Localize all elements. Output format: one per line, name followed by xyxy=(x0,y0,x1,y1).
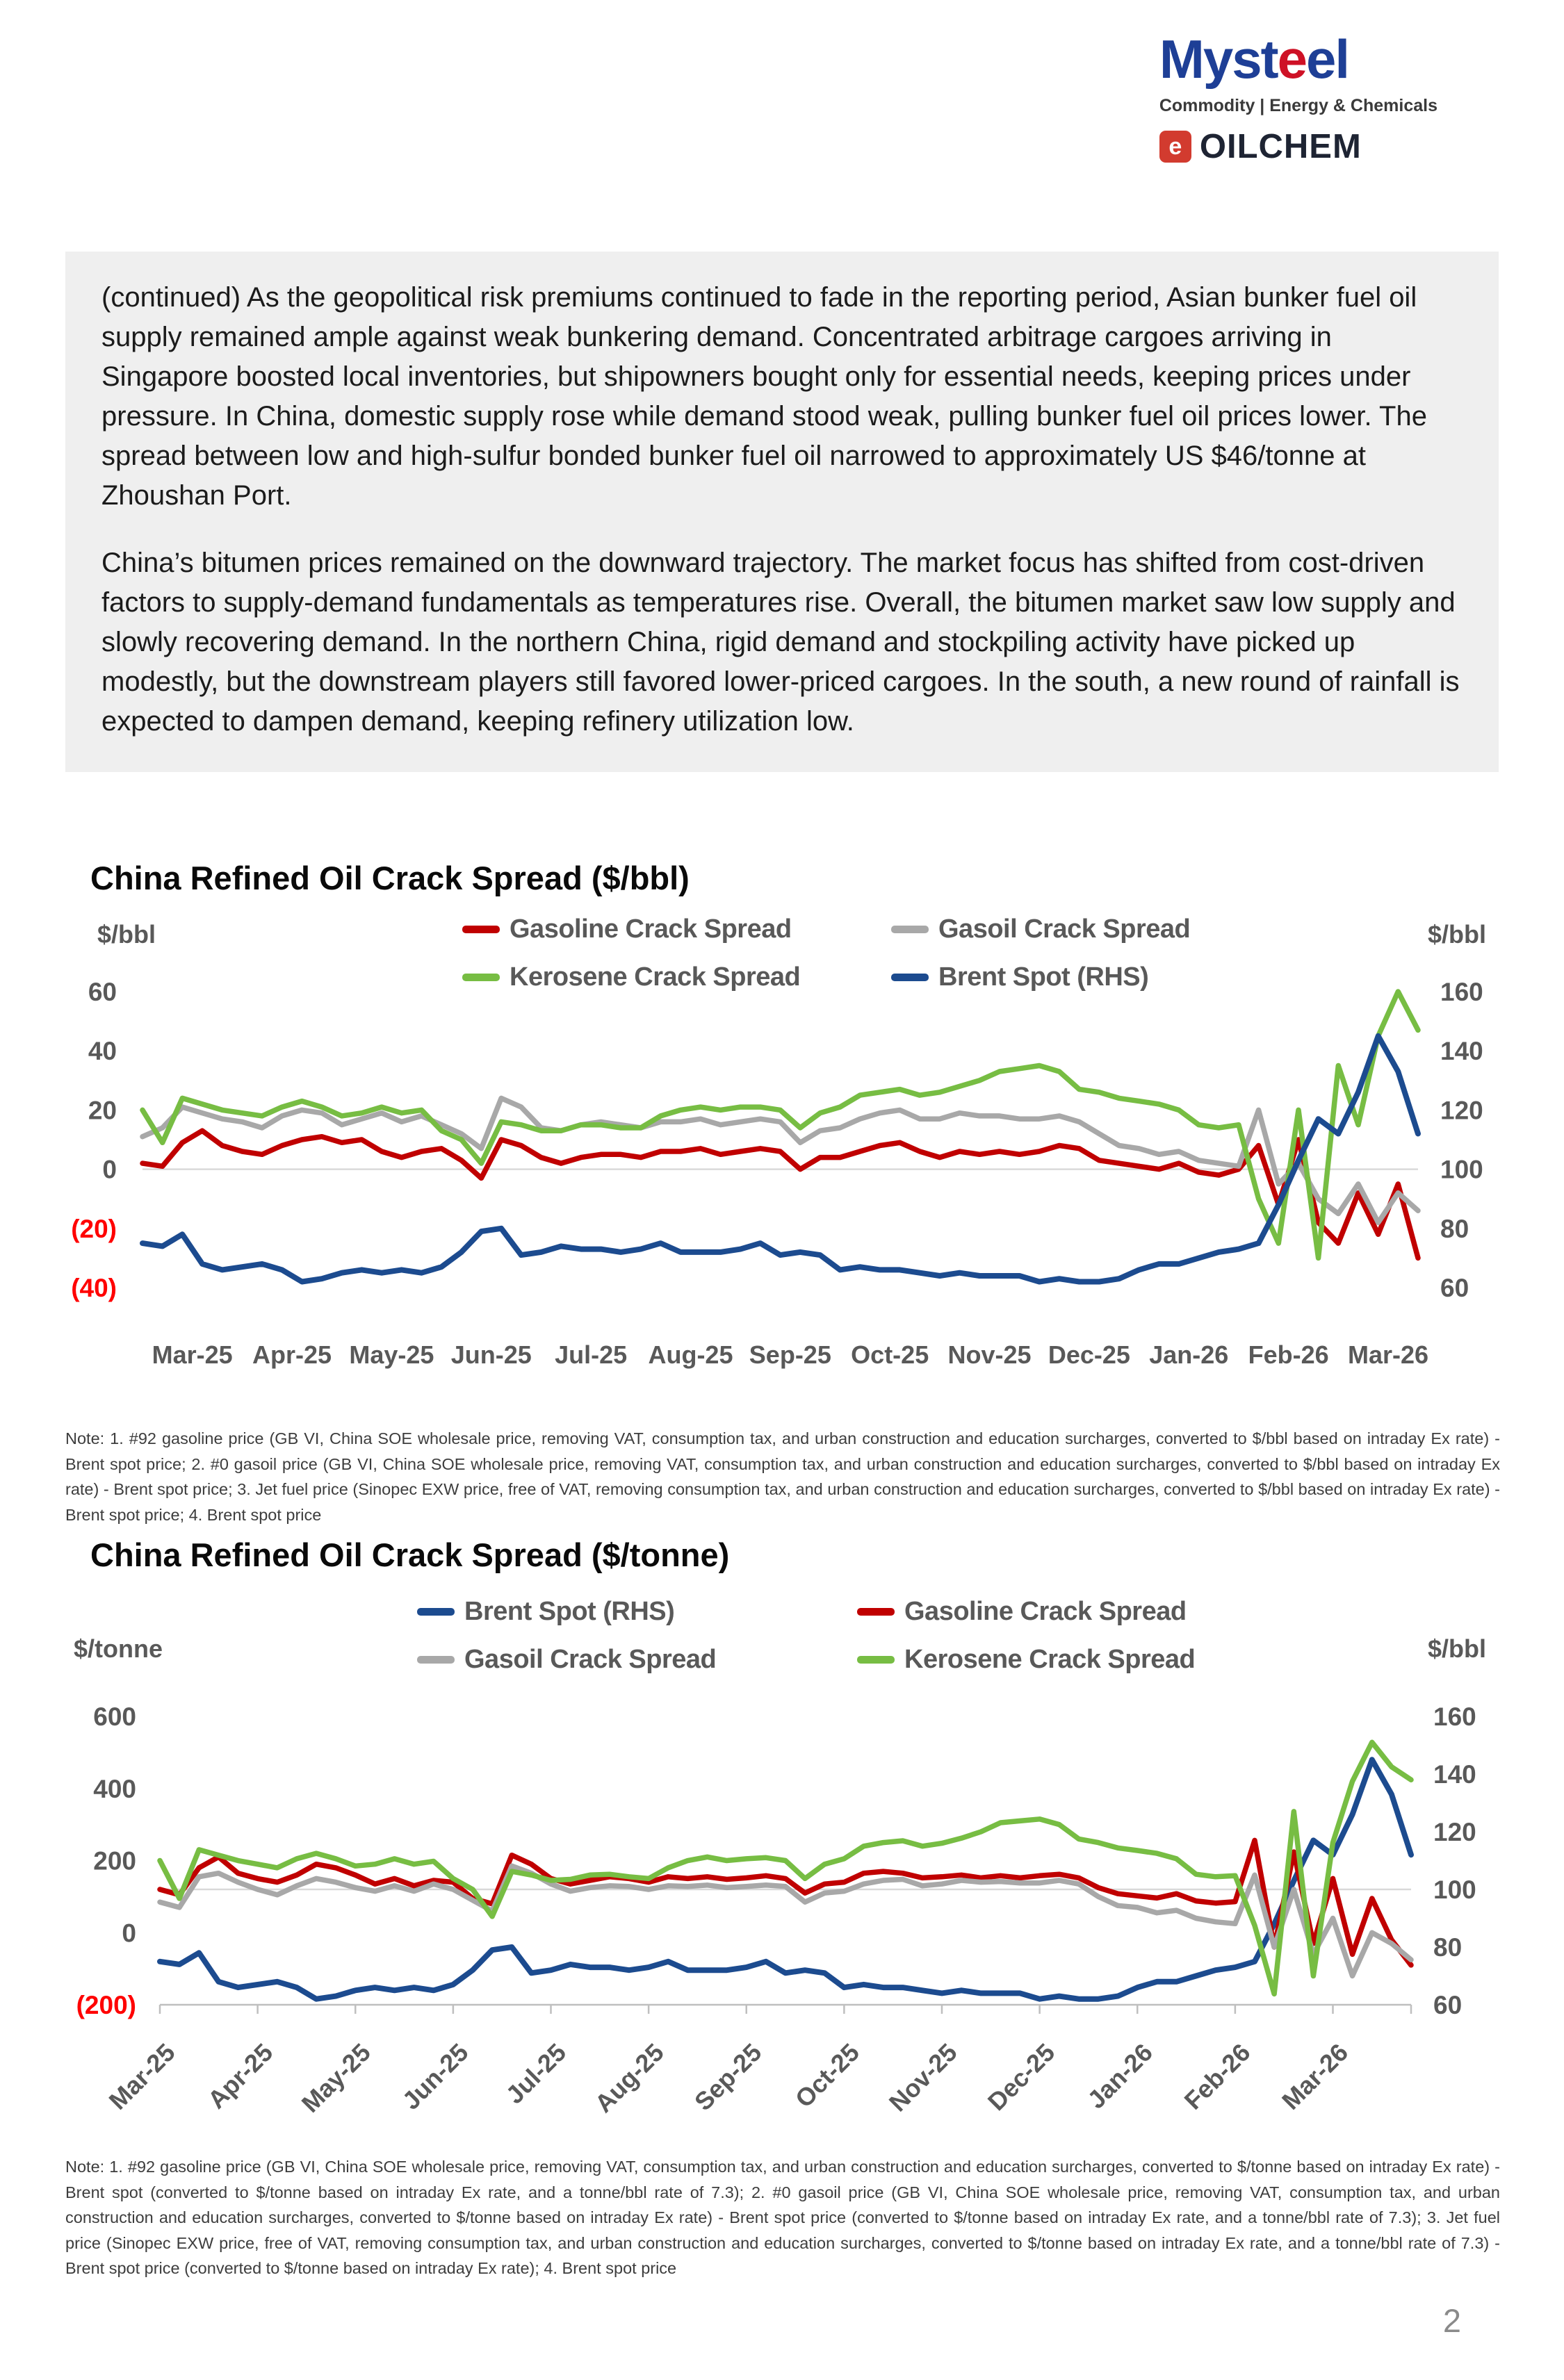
legend-swatch-icon xyxy=(857,1656,895,1664)
legend-label: Gasoline Crack Spread xyxy=(510,914,792,944)
svg-text:Oct-25: Oct-25 xyxy=(789,2037,865,2113)
legend-label: Gasoil Crack Spread xyxy=(464,1645,717,1674)
svg-text:Sep-25: Sep-25 xyxy=(688,2037,767,2117)
svg-text:Jan-26: Jan-26 xyxy=(1082,2037,1158,2115)
svg-text:100: 100 xyxy=(1433,1876,1476,1904)
chart2-right-axis-unit: $/bbl xyxy=(1427,1634,1486,1663)
legend-swatch-icon xyxy=(462,974,500,981)
summary-paragraph-2: China’s bitumen prices remained on the downward trajectory. The market focus has shifted from cost-driven factors to supply-demand fundamentals as temperatures rise. Overall, the bitumen market saw low supply and slowly recovering demand. In the northern China, rigid demand and stockpiling activity have picked up modestly, but the downstream players still favored lower-priced cargoes. In the south, a new round of rainfall is expected to dampen demand, keeping refinery utilization low. xyxy=(101,548,1460,737)
svg-text:May-25: May-25 xyxy=(349,1340,434,1369)
svg-text:80: 80 xyxy=(1433,1933,1463,1962)
svg-text:Nov-25: Nov-25 xyxy=(947,1340,1032,1369)
svg-text:20: 20 xyxy=(88,1096,117,1125)
svg-text:May-25: May-25 xyxy=(295,2037,376,2118)
svg-text:80: 80 xyxy=(1440,1214,1469,1243)
svg-text:Nov-25: Nov-25 xyxy=(883,2037,963,2117)
svg-text:Mar-26: Mar-26 xyxy=(1276,2037,1354,2115)
legend-label: Gasoil Crack Spread xyxy=(938,914,1191,944)
svg-text:Feb-26: Feb-26 xyxy=(1178,2037,1256,2115)
logo-letters: Myst xyxy=(1159,28,1278,90)
svg-text:Aug-25: Aug-25 xyxy=(589,2037,669,2118)
page-number: 2 xyxy=(1442,2302,1461,2339)
chart2-left-axis-unit: $/tonne xyxy=(74,1634,163,1663)
svg-text:Aug-25: Aug-25 xyxy=(648,1340,733,1369)
legend-swatch-icon xyxy=(857,1608,895,1616)
svg-text:Apr-25: Apr-25 xyxy=(252,1340,332,1369)
svg-text:60: 60 xyxy=(1440,1274,1469,1302)
chart1-title: China Refined Oil Crack Spread ($/bbl) xyxy=(90,860,690,896)
svg-text:120: 120 xyxy=(1433,1818,1476,1846)
legend-item xyxy=(857,1597,1195,1627)
legend-label: Gasoline Crack Spread xyxy=(904,1597,1187,1626)
series-brent-spot-rhs- xyxy=(142,1036,1418,1282)
svg-text:Jun-25: Jun-25 xyxy=(396,2037,474,2115)
svg-text:140: 140 xyxy=(1433,1760,1476,1789)
svg-text:Oct-25: Oct-25 xyxy=(851,1340,929,1369)
chart2-note: Note: 1. #92 gasoline price (GB VI, China SOE wholesale price, removing VAT, consumption tax, and urban construction and education surcharges, converted to $/tonne based on intraday Ex rate) - Brent spot (converted to $/tonne based on intraday Ex rate, and a tonne/bbl rate of 7.3); 2. #0 gasoil price (GB VI, China SOE wholesale price, removing VAT, consumption tax, and urban construction and education surcharges, converted to $/tonne based on intraday Ex rate) - Brent spot price (converted to $/tonne based on intraday Ex rate, and a tonne/bbl rate of 7.3); 3. Jet fuel price (Sinopec EXW price, free of VAT, removing consumption tax, and urban construction and education surcharges, converted to $/tonne based on intraday Ex rate, and a tonne/bbl rate of 7.3) - Brent spot price (converted to $/tonne based on intraday Ex rate); 4. Brent spot price xyxy=(65,2158,1500,2277)
oilchem-wordmark: OILCHEM xyxy=(1199,128,1362,165)
legend-item xyxy=(462,914,891,944)
svg-text:Mar-25: Mar-25 xyxy=(152,1340,233,1369)
legend-item xyxy=(462,962,891,992)
legend-item xyxy=(417,1645,857,1675)
legend-label: Kerosene Crack Spread xyxy=(904,1645,1196,1674)
legend-item xyxy=(417,1597,857,1627)
legend-swatch-icon xyxy=(462,926,500,933)
legend-label: Brent Spot (RHS) xyxy=(464,1597,675,1626)
svg-text:400: 400 xyxy=(93,1774,136,1803)
series-gasoline-crack-spread xyxy=(142,1131,1418,1258)
svg-text:(200): (200) xyxy=(76,1991,136,2019)
chart1-left-axis-unit: $/bbl xyxy=(97,920,156,949)
svg-text:40: 40 xyxy=(88,1037,117,1066)
chart-0 xyxy=(71,978,1483,1369)
svg-text:Dec-25: Dec-25 xyxy=(1048,1340,1130,1369)
svg-text:Feb-26: Feb-26 xyxy=(1248,1340,1329,1369)
svg-text:160: 160 xyxy=(1440,978,1483,1006)
legend-swatch-icon xyxy=(417,1608,455,1616)
svg-text:600: 600 xyxy=(93,1702,136,1731)
legend-swatch-icon xyxy=(891,926,929,933)
svg-text:(40): (40) xyxy=(71,1274,117,1302)
svg-text:Sep-25: Sep-25 xyxy=(749,1340,831,1369)
chart1-legend xyxy=(462,914,1190,992)
legend-swatch-icon xyxy=(417,1656,455,1664)
logo-letters: e xyxy=(1277,28,1306,90)
legend-label: Brent Spot (RHS) xyxy=(938,962,1149,992)
svg-text:120: 120 xyxy=(1440,1096,1483,1125)
svg-text:100: 100 xyxy=(1440,1155,1483,1184)
series-kerosene-crack-spread xyxy=(160,1742,1411,1994)
legend-item xyxy=(891,914,1190,944)
legend-swatch-icon xyxy=(891,974,929,981)
series-gasoil-crack-spread xyxy=(160,1866,1411,1976)
svg-text:0: 0 xyxy=(122,1919,136,1948)
oilchem-icon: e xyxy=(1159,131,1191,163)
svg-text:Mar-25: Mar-25 xyxy=(103,2037,181,2115)
legend-item xyxy=(891,962,1190,992)
svg-text:Jul-25: Jul-25 xyxy=(555,1340,628,1369)
chart2-legend xyxy=(417,1597,1195,1675)
legend-item xyxy=(857,1645,1195,1675)
svg-text:60: 60 xyxy=(88,978,117,1006)
chart1-note: Note: 1. #92 gasoline price (GB VI, China SOE wholesale price, removing VAT, consumption tax, and urban construction and education surcharges, converted to $/bbl based on intraday Ex rate) - Brent spot price; 2. #0 gasoil price (GB VI, China SOE wholesale price, removing VAT, consumption tax, and urban construction and education surcharges, converted to $/bbl based on intraday Ex rate) - Brent spot price; 3. Jet fuel price (Sinopec EXW price, free of VAT, removing consumption tax, and urban construction and education surcharges, converted to $/bbl based on intraday Ex rate) - Brent spot price; 4. Brent spot price xyxy=(65,1429,1500,1524)
svg-text:Jul-25: Jul-25 xyxy=(500,2037,572,2110)
logo-letters: el xyxy=(1305,28,1349,90)
summary-paragraph-1: (continued) As the geopolitical risk premiums continued to fade in the reporting period, Asian bunker fuel oil supply remained ample against weak bunkering demand. Concentrated arbitrage cargoes arriving in Singapore boosted local inventories, but shipowners bought only for essential needs, keeping prices under pressure. In China, domestic supply rose while demand stood weak, pulling bunker fuel oil prices lower. The spread between low and high-sulfur bonded bunker fuel oil narrowed to approximately US $46/tonne at Zhoushan Port. xyxy=(101,282,1427,511)
chart2-title: China Refined Oil Crack Spread ($/tonne) xyxy=(90,1536,730,1573)
svg-text:60: 60 xyxy=(1433,1991,1463,2019)
svg-text:0: 0 xyxy=(102,1155,117,1184)
mysteel-tagline: Commodity | Energy & Chemicals xyxy=(1159,96,1437,115)
svg-text:Dec-25: Dec-25 xyxy=(981,2037,1061,2117)
svg-text:140: 140 xyxy=(1440,1037,1483,1066)
legend-label: Kerosene Crack Spread xyxy=(510,962,801,992)
svg-text:Jun-25: Jun-25 xyxy=(450,1340,532,1369)
svg-text:200: 200 xyxy=(93,1846,136,1876)
chart-1 xyxy=(76,1702,1476,2118)
svg-text:Jan-26: Jan-26 xyxy=(1149,1340,1229,1369)
svg-text:Mar-26: Mar-26 xyxy=(1347,1340,1429,1369)
svg-text:(20): (20) xyxy=(71,1214,117,1243)
svg-text:160: 160 xyxy=(1433,1702,1476,1731)
chart1-right-axis-unit: $/bbl xyxy=(1427,920,1486,949)
series-gasoil-crack-spread xyxy=(142,1098,1418,1222)
svg-text:Apr-25: Apr-25 xyxy=(202,2037,279,2115)
